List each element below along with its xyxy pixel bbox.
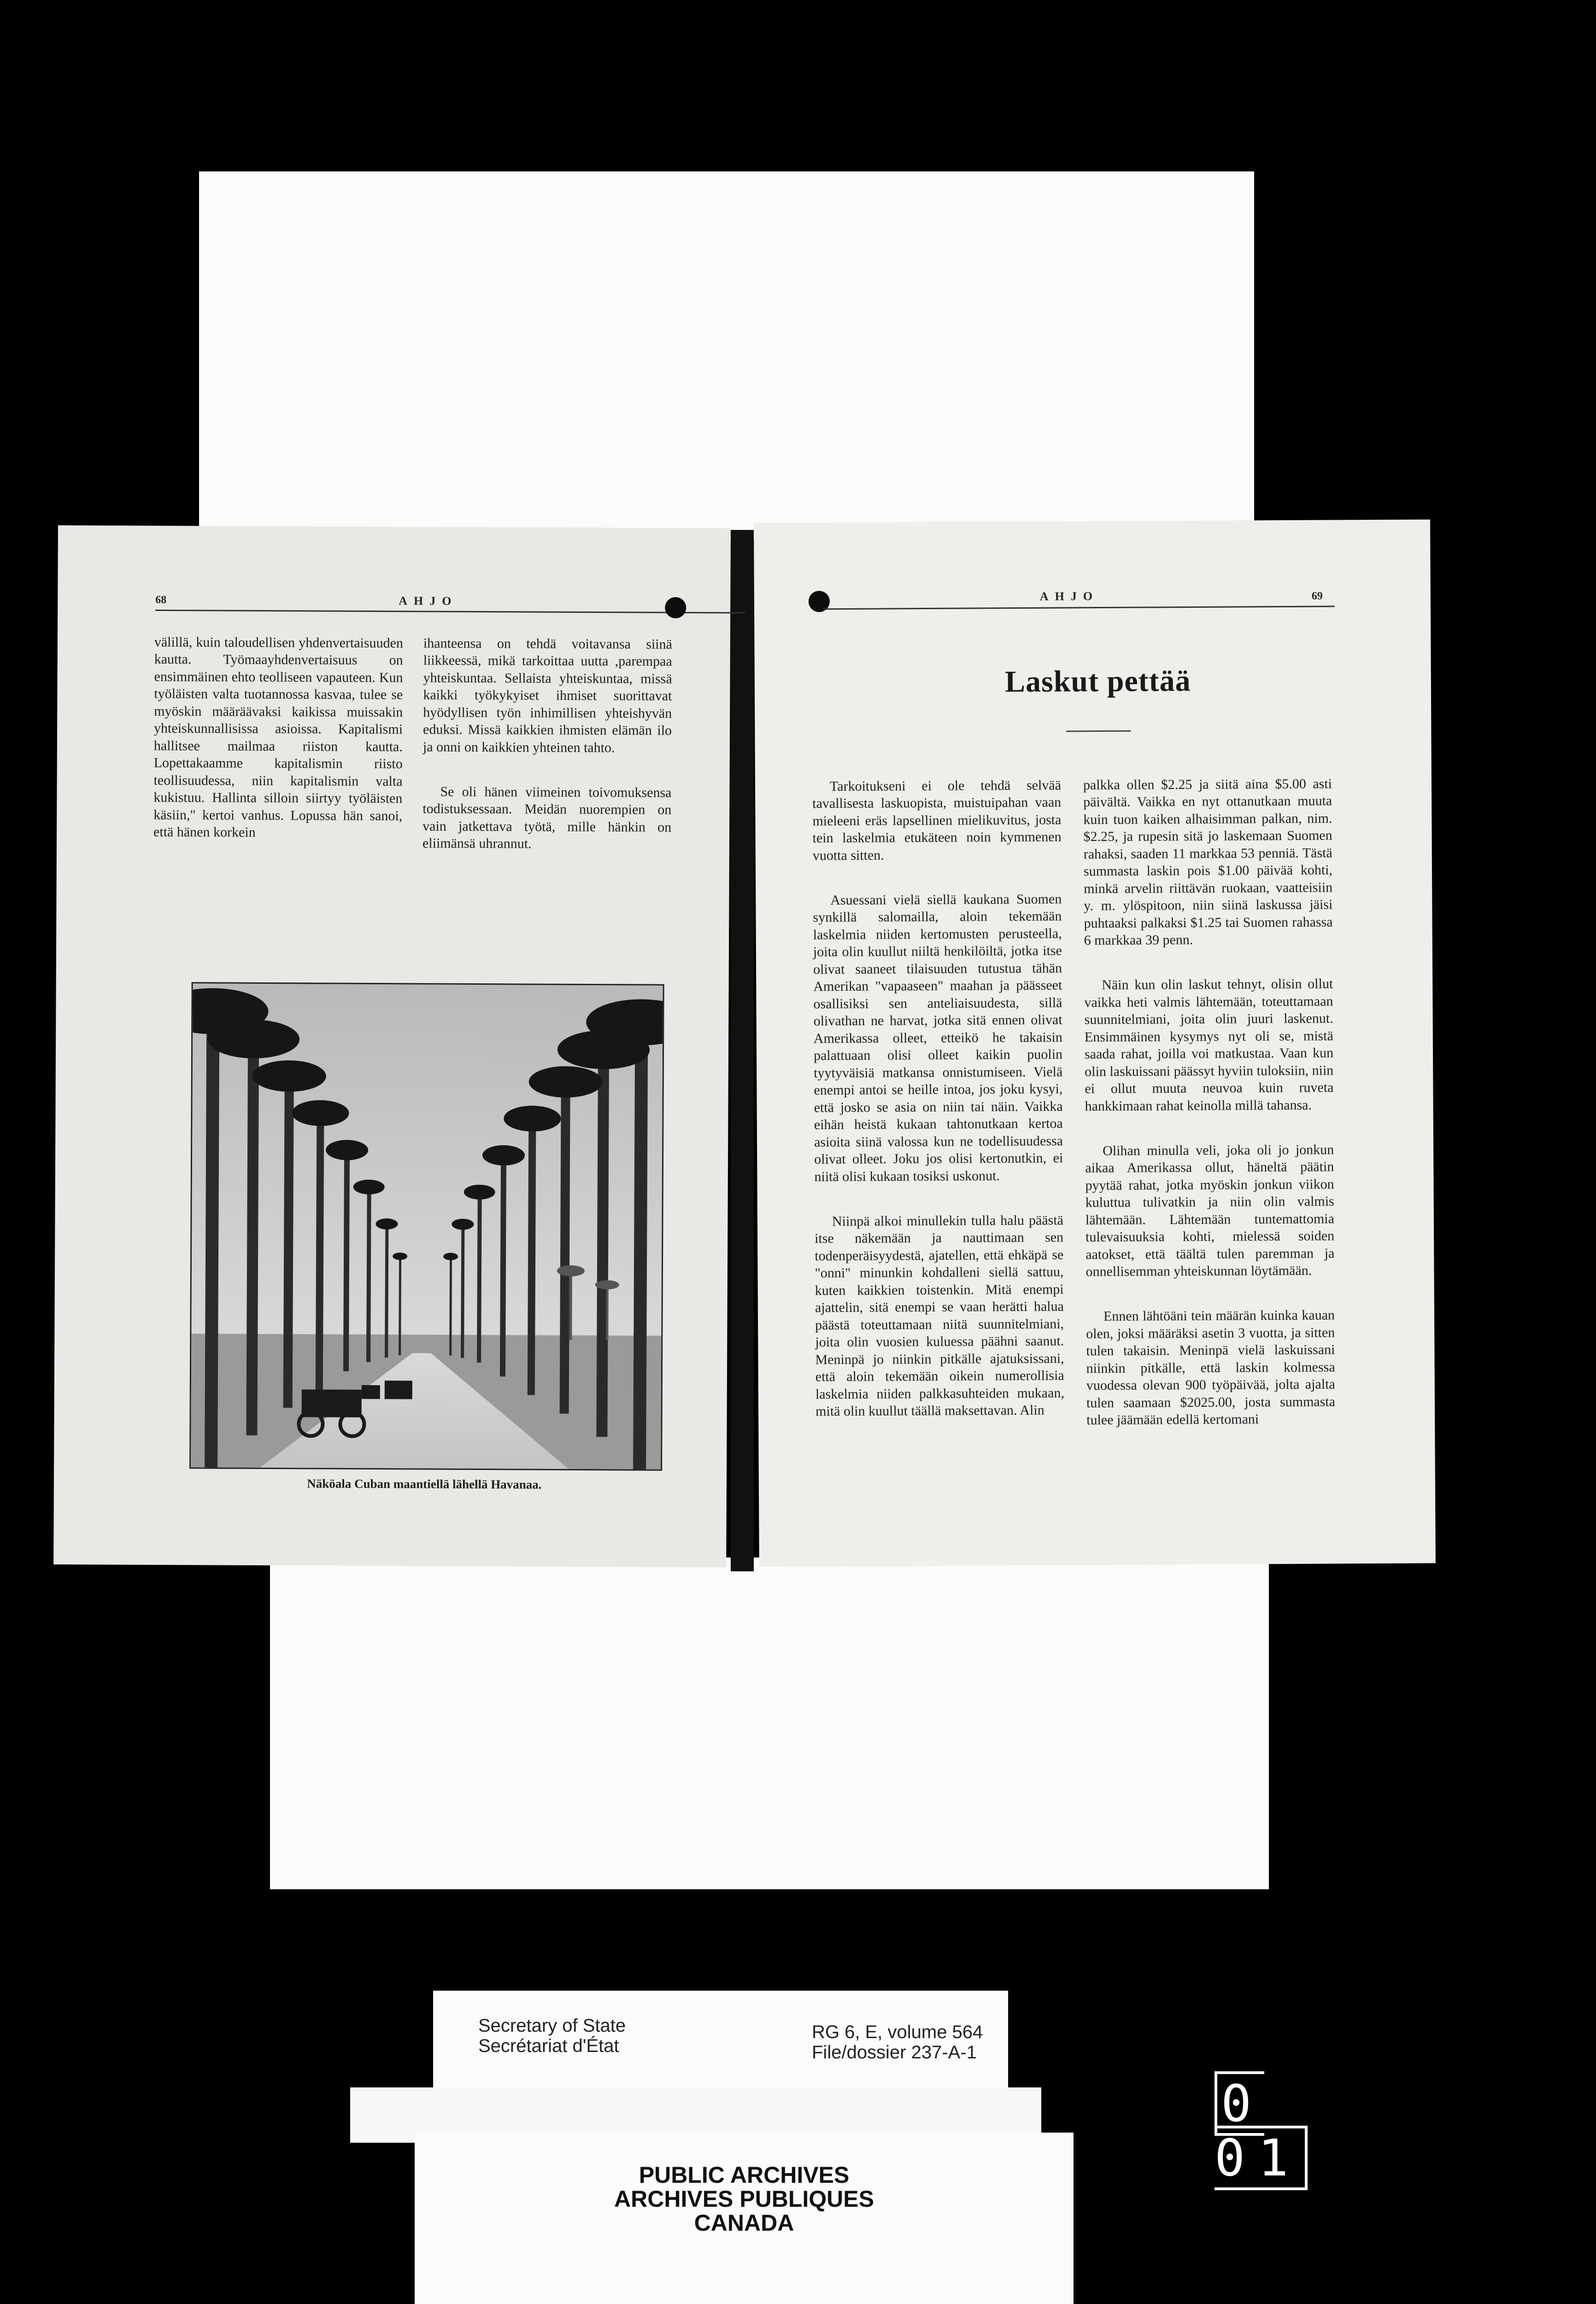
backing-sheet-top: [199, 171, 1254, 540]
palm-road-photo: [189, 982, 664, 1470]
frame-number-text: 0 01: [1215, 2071, 1308, 2190]
microfilm-frame-number: [1215, 2074, 1353, 2187]
file-reference: File/dossier 237-A-1: [812, 2042, 977, 2063]
article-title: Laskut pettää: [1004, 664, 1191, 699]
left-running-header: AHJO: [399, 594, 458, 608]
paragraph: Näin kun olin laskut tehnyt, olisin ollut vaikka heti valmis lähtemään, toteuttamaan suunnitelmiani, joita olin juuri laskenut. Ensimmäinen kysymys nyt oli se, mistä saada rahat, joilla voi matkustaa. Vaan kun olin laskuissani päässyt hyviin tuloksiin, niin ei ollut muuta neuvoa kuin ruveta hankkimaan rahat keinolla millä tahansa.: [1084, 976, 1334, 1114]
archives-line-french: ARCHIVES PUBLIQUES: [614, 2186, 874, 2212]
paragraph: palkka ollen $2.25 ja siitä aina $5.00 asti päivältä. Vaikka en nyt ottanutkaan muuta kuin tuon kaiken alhaisimman palkan, nim. $2.25, ja rupesin sitä jo laskemaan Suomen rahaksi, saaden 11 markkaa 53 penniä. Tästä summasta laskin pois $1.00 päivää kohti, minkä arvelin riittävän ruokaan, vaatteisiin y. m. ylöspitoon, niin siinä laskussa jäisi puhtaaksi palkaksi $1.25 tai Suomen rahassa 6 markkaa 39 penn.: [1083, 776, 1333, 948]
right-running-header: AHJO: [1039, 589, 1099, 603]
book-spine: [731, 530, 754, 1571]
department-english: Secretary of State: [478, 2016, 626, 2036]
record-group-reference: RG 6, E, volume 564: [812, 2022, 983, 2042]
left-header-rule: [155, 610, 745, 614]
backing-sheet-bottom: [270, 1558, 1269, 1889]
palm-road-illustration: [191, 983, 663, 1469]
right-column-2: [1083, 758, 1336, 1456]
paragraph: Tarkoitukseni ei ole tehdä selvää tavallisesta laskuopista, muistuipahan vaan mieleeni eräs lapsellinen mielikuvitus, josta tein laskelmia etukäteen noin kymmenen vuotta sitten.: [812, 777, 1062, 863]
left-column-2: [422, 617, 672, 880]
archives-line-english: PUBLIC ARCHIVES: [639, 2162, 850, 2188]
public-archives-stamp: [415, 2133, 1074, 2304]
paragraph: Ennen lähtöäni tein määrän kuinka kauan olen, joksi määräksi asetin 3 vuotta, ja sitten tulen takaisin. Meninpä vielä laskuissani niinkin pitkälle, että laskin kolmessa vuodessa olevan 900 työpäivää, jolta ajalta tulen saamaan $2025.00, josta summasta tulee jäämään edellä kertomani: [1086, 1307, 1336, 1428]
right-page: [754, 519, 1436, 1567]
left-page-number: 68: [155, 594, 167, 606]
department-french: Secrétariat d'État: [478, 2036, 619, 2056]
paragraph: Se oli hänen viimeinen toivomuksensa todistuksessaan. Meidän nuorempien on vain jatkettava työtä, mille hänkin on eliimänsä uhrannut.: [422, 784, 672, 852]
paragraph: ihanteensa on tehdä voitavansa siinä liikkeessä, mikä tarkoittaa uutta ,parempaa yhteiskuntaa. Sellaista yhteiskuntaa, missä kaikki työkykyiset ihmiset suorittavat hyödyllisen työn inhimillisen yhteishyvän eduksi. Missä kaikkien ihmisten elämän ilo ja onni on kaikkien yhteinen tahto.: [422, 635, 672, 755]
right-header-rule: [823, 605, 1335, 610]
left-page: [53, 525, 731, 1567]
paragraph: Asuessani vielä siellä kaukana Suomen synkillä salomailla, aloin tekemään laskelmia niiden kertomusten perusteella, joita olin kuullut niiltä henkilöiltä, jotka itse olivat saaneet tilaisuuden tutustua tähän Amerikan "vapaaseen" maahan ja päässeet osallisiksi sen anteliaisuudesta, sillä olivathan ne harvat, jotka sitä ennen olivat Amerikassa olleet, etteikö he takaisin palattuaan olisi olleet kaikin puolin tyytyväisiä matkansa onnistumiseen. Vielä enempi antoi se heille intoa, jos joku kysyi, että josko se asia on niin tai näin. Vaikka eihän heistä kukaan tahtonutkaan kertoa asioita siinä valossa kun ne todellisuudessa olivat olleet. Joku jos olisi kertonutkin, ei niitä olisi kukaan tosiksi uskonut.: [813, 891, 1063, 1184]
left-column-1: [153, 616, 403, 869]
right-column-1: [812, 759, 1065, 1448]
paragraph: Niinpä alkoi minullekin tulla halu päästä itse näkemään ja nauttimaan sen todenperäisyydestä, ajatellen, että ehkäpä se "onni" minunkin kohdalleni siellä sattuu, kuten kaikkien toistenkin. Mitä enempi ajattelin, sitä enempi se vaan herätti halua päästä toteuttamaan niitä suunnitelmiani, joita olin vuosien kuluessa päähni saanut. Meninpä jo niinkin pitkälle ajatuksissani, että aloin tekemään oikein numerollisia laskelmia niiden palkkasuhteiden mukaan, mitä olin kuullut täällä maksettavan. Alin: [815, 1212, 1064, 1419]
paragraph: välillä, kuin taloudellisen yhdenvertaisuuden kautta. Työmaayhdenvertaisuus on ensimmäinen ehto teolliseen vapauteen. Kun työläisten valta tuotannossa kasvaa, tulee se myöskin määräävaksi kaikissa muissakin yhteiskunnallisissa asioissa. Kapitalismi hallitsee mailmaa riiston kautta. Lopettakaamme kapitalismin riisto teollisuudessa, niin kapitalismin valta kukistuu. Hallinta silloin siirtyy työläisten käsiin," kertoi vanhus. Lopussa hän sanoi, että hänen korkein: [153, 634, 403, 840]
photo-caption: Näköala Cuban maantiellä lähellä Havanaa.: [307, 1476, 542, 1492]
right-page-number: 69: [1311, 590, 1323, 602]
archives-line-country: CANADA: [694, 2210, 794, 2236]
title-rule: [1066, 730, 1131, 732]
paragraph: Olihan minulla veli, joka oli jo jonkun aikaa Amerikassa ollut, häneltä päätin pyytää rahat, jotka myöskin jonkun viikon kuluttua tulivatkin ja niin olin valmis lähtemään. Lähtemään tuntemattomia tulevaisuuksia kohti, mielessä soiden aatokset, että täältä tulen paremman ja onnellisemman yhteiskunnan löytämään.: [1085, 1141, 1335, 1280]
punch-hole-left: [665, 597, 686, 618]
